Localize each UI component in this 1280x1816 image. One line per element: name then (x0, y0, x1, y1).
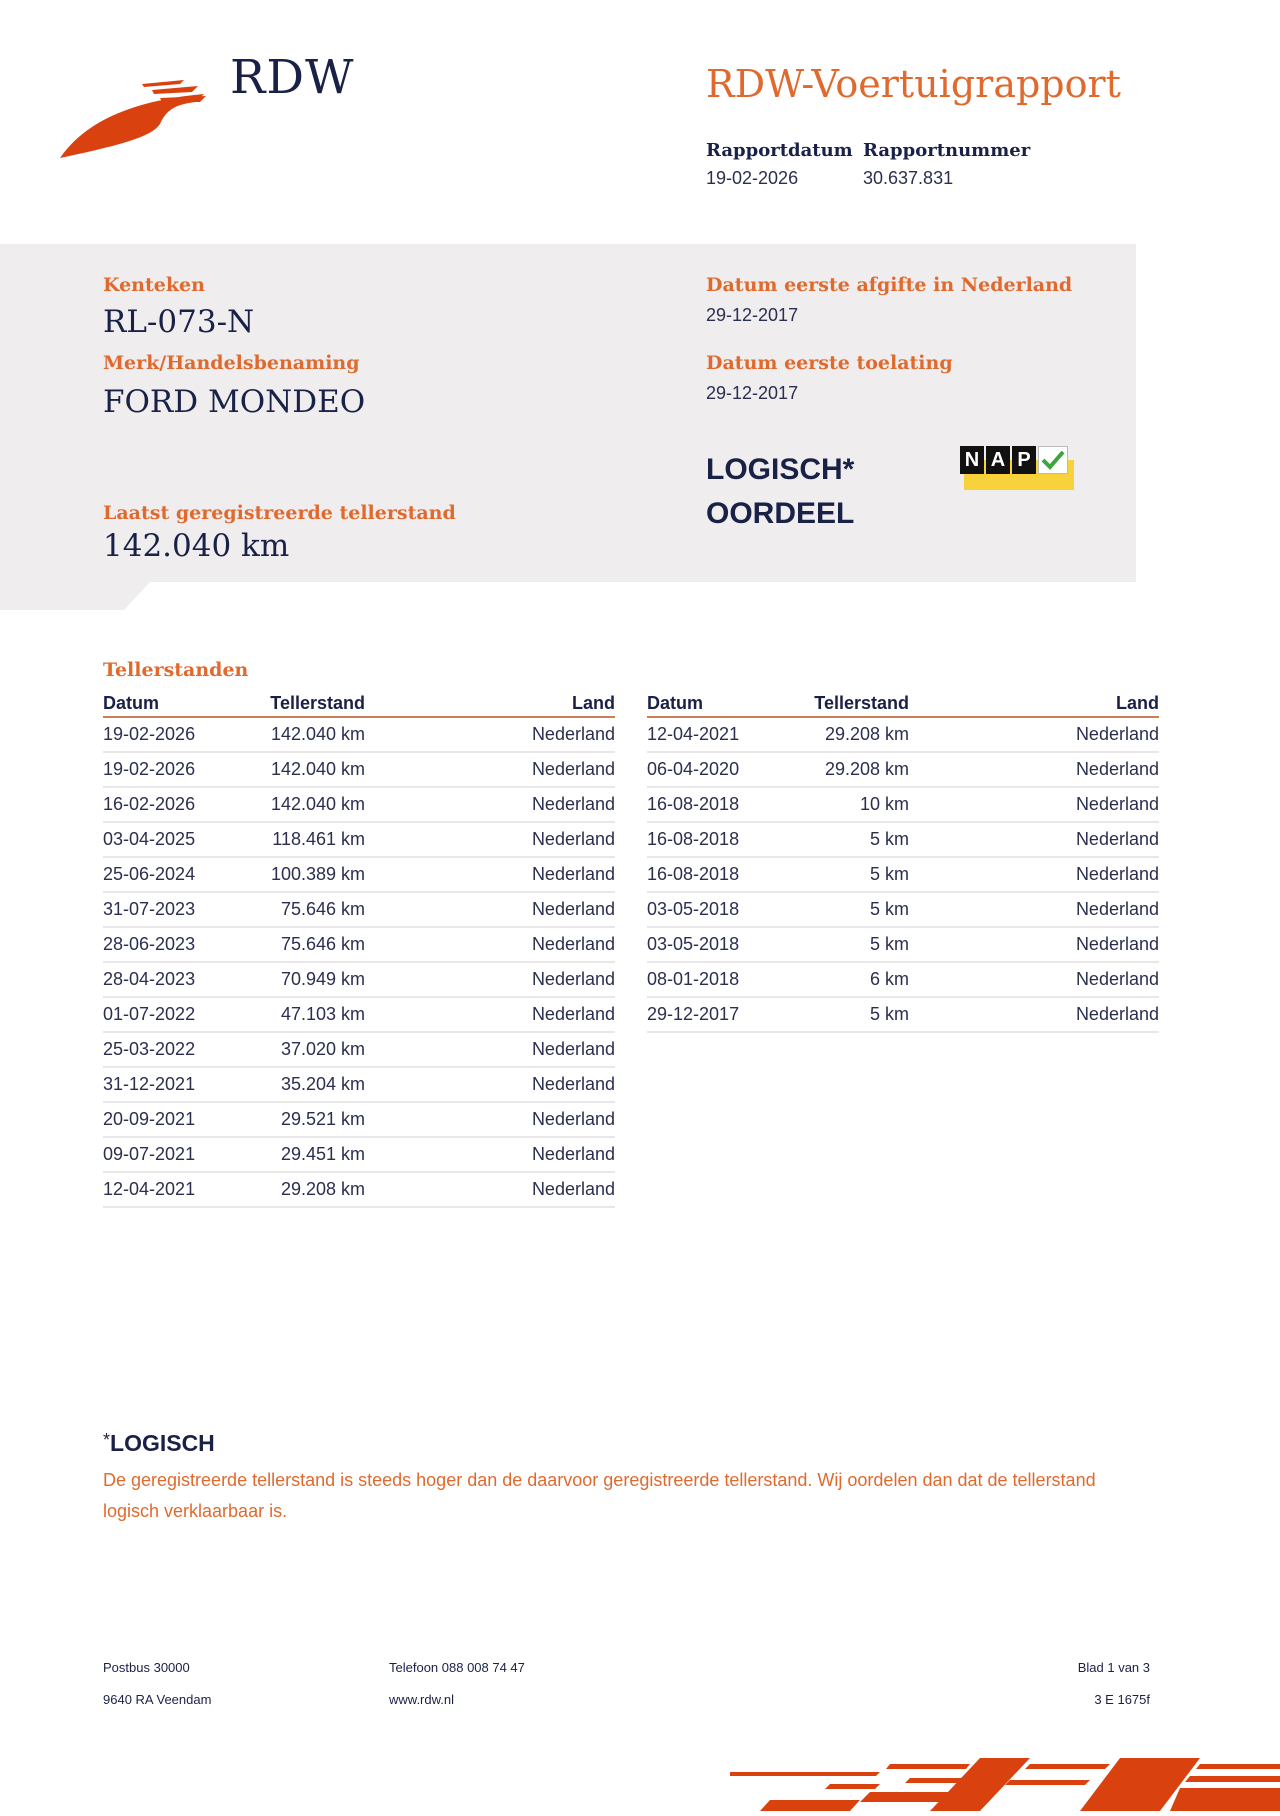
nap-logo (960, 446, 1074, 490)
row-date: 28-06-2023 (103, 934, 196, 954)
row-country: Nederland (1075, 864, 1159, 884)
row-km: 142.040 km (270, 724, 365, 744)
row-date: 12-04-2021 (103, 1179, 196, 1199)
table-row (647, 788, 1159, 823)
row-km: 35.204 km (280, 1074, 365, 1094)
table-body (103, 718, 615, 1208)
odometer-table-right (647, 688, 1159, 1033)
row-date: 20-09-2021 (103, 1109, 196, 1129)
table-row (103, 858, 615, 893)
row-country: Nederland (531, 864, 615, 884)
table-row (647, 998, 1159, 1033)
report-number: 30.637.831 (863, 168, 954, 188)
row-km: 70.949 km (280, 969, 365, 989)
row-country: Nederland (1075, 724, 1159, 744)
row-country: Nederland (1075, 934, 1159, 954)
footnote-title (103, 1430, 215, 1457)
row-km: 75.646 km (280, 899, 365, 919)
check-icon (1038, 446, 1068, 474)
row-km: 5 km (869, 934, 909, 954)
row-km: 100.389 km (270, 864, 365, 884)
row-km: 75.646 km (280, 934, 365, 954)
row-km: 10 km (859, 794, 909, 814)
footer-postbus: Postbus 30000 (103, 1660, 190, 1675)
row-date: 09-07-2021 (103, 1144, 196, 1164)
table-row (103, 893, 615, 928)
row-country: Nederland (531, 1179, 615, 1199)
report-title: RDW-Voertuigrapport (706, 62, 1121, 106)
row-country: Nederland (1075, 899, 1159, 919)
footer-phone: Telefoon 088 008 74 47 (389, 1660, 525, 1675)
decorative-stripes (730, 1758, 1280, 1811)
row-date: 03-05-2018 (647, 934, 740, 954)
table-row (647, 753, 1159, 788)
section-title-tellerstanden: Tellerstanden (103, 659, 249, 681)
footer-code: 3 E 1675f (1094, 1692, 1150, 1707)
footnote-asterisk: * (103, 1430, 111, 1450)
row-date: 12-04-2021 (647, 724, 740, 744)
table-row (103, 718, 615, 753)
table-row (103, 998, 615, 1033)
row-country: Nederland (531, 724, 615, 744)
first-issue-nl-label: Datum eerste afgifte in Nederland (706, 274, 1073, 296)
row-km: 5 km (869, 829, 909, 849)
rdw-logo (56, 80, 208, 164)
row-km: 37.020 km (280, 1039, 365, 1059)
table-header (103, 688, 615, 718)
row-km: 142.040 km (270, 794, 365, 814)
last-odometer-value: 142.040 km (103, 528, 290, 564)
table-row (103, 1033, 615, 1068)
verdict-line2: OORDEEL (706, 497, 855, 530)
header-date: Datum (647, 693, 704, 713)
first-issue-nl-value: 29-12-2017 (706, 305, 799, 325)
table-row (103, 1173, 615, 1208)
row-country: Nederland (531, 759, 615, 779)
row-km: 5 km (869, 899, 909, 919)
row-country: Nederland (531, 794, 615, 814)
table-header (647, 688, 1159, 718)
table-row (647, 718, 1159, 753)
row-date: 08-01-2018 (647, 969, 740, 989)
row-country: Nederland (531, 934, 615, 954)
header-date: Datum (103, 693, 160, 713)
nap-letter-p: P (1012, 446, 1036, 474)
row-country: Nederland (531, 899, 615, 919)
row-km: 5 km (869, 864, 909, 884)
footer-page: Blad 1 van 3 (1077, 1660, 1150, 1675)
make-label: Merk/Handelsbenaming (103, 352, 360, 374)
row-country: Nederland (1075, 829, 1159, 849)
table-row (647, 928, 1159, 963)
table-row (647, 823, 1159, 858)
last-odometer-label: Laatst geregistreerde tellerstand (103, 502, 456, 524)
row-date: 16-02-2026 (103, 794, 196, 814)
table-row (103, 1103, 615, 1138)
row-country: Nederland (1075, 759, 1159, 779)
row-km: 29.208 km (280, 1179, 365, 1199)
table-row (103, 753, 615, 788)
row-date: 16-08-2018 (647, 864, 740, 884)
first-admission-value: 29-12-2017 (706, 383, 799, 403)
plate-value: RL-073-N (103, 304, 255, 340)
report-date-label: Rapportdatum (706, 140, 853, 161)
table-row (647, 858, 1159, 893)
row-date: 25-06-2024 (103, 864, 196, 884)
row-date: 19-02-2026 (103, 759, 196, 779)
row-km: 29.208 km (824, 724, 909, 744)
header-country: Land (572, 693, 615, 713)
panel-notch (0, 582, 150, 610)
row-country: Nederland (531, 969, 615, 989)
report-date: 19-02-2026 (706, 168, 799, 188)
table-row (103, 823, 615, 858)
row-km: 142.040 km (270, 759, 365, 779)
row-country: Nederland (1075, 794, 1159, 814)
table-row (103, 1068, 615, 1103)
row-km: 118.461 km (272, 829, 365, 849)
report-number-label: Rapportnummer (863, 140, 1031, 161)
row-country: Nederland (531, 1004, 615, 1024)
table-row (103, 928, 615, 963)
first-admission-label: Datum eerste toelating (706, 352, 953, 374)
footnote-title-text: LOGISCH (110, 1430, 215, 1456)
row-date: 03-05-2018 (647, 899, 740, 919)
row-date: 16-08-2018 (647, 829, 740, 849)
row-country: Nederland (531, 1074, 615, 1094)
footer-website[interactable]: www.rdw.nl (389, 1692, 455, 1707)
table-row (647, 963, 1159, 998)
header-km: Tellerstand (270, 693, 365, 713)
make-value: FORD MONDEO (103, 384, 366, 420)
footnote-text: De geregistreerde tellerstand is steeds hoger dan de daarvoor geregistreerde tellerstand. Wij oordelen dan dat de tellerstand logisch verklaarbaar is. (103, 1470, 1096, 1521)
plate-label: Kenteken (103, 274, 205, 296)
table-row (103, 963, 615, 998)
row-country: Nederland (531, 1144, 615, 1164)
row-date: 25-03-2022 (103, 1039, 196, 1059)
row-country: Nederland (531, 1039, 615, 1059)
row-date: 29-12-2017 (647, 1004, 740, 1024)
nap-letter-n: N (960, 446, 984, 474)
row-km: 5 km (869, 1004, 909, 1024)
table-row (647, 893, 1159, 928)
header-km: Tellerstand (814, 693, 909, 713)
row-country: Nederland (531, 1109, 615, 1129)
table-row (103, 788, 615, 823)
table-body (647, 718, 1159, 1033)
row-country: Nederland (1075, 969, 1159, 989)
nap-letter-a: A (986, 446, 1010, 474)
brand-name: RDW (230, 50, 355, 105)
row-country: Nederland (531, 829, 615, 849)
row-date: 01-07-2022 (103, 1004, 196, 1024)
row-km: 6 km (869, 969, 909, 989)
row-date: 03-04-2025 (103, 829, 196, 849)
row-country: Nederland (1075, 1004, 1159, 1024)
verdict (706, 448, 854, 536)
header-country: Land (1116, 693, 1159, 713)
row-km: 29.451 km (280, 1144, 365, 1164)
footer-city: 9640 RA Veendam (103, 1692, 212, 1707)
row-date: 06-04-2020 (647, 759, 740, 779)
row-km: 47.103 km (280, 1004, 365, 1024)
verdict-line1: LOGISCH* (706, 453, 855, 486)
row-date: 31-07-2023 (103, 899, 196, 919)
row-date: 16-08-2018 (647, 794, 740, 814)
row-date: 28-04-2023 (103, 969, 196, 989)
table-row (103, 1138, 615, 1173)
row-km: 29.521 km (280, 1109, 365, 1129)
odometer-table-left (103, 688, 615, 1208)
row-km: 29.208 km (824, 759, 909, 779)
row-date: 31-12-2021 (103, 1074, 196, 1094)
row-date: 19-02-2026 (103, 724, 196, 744)
